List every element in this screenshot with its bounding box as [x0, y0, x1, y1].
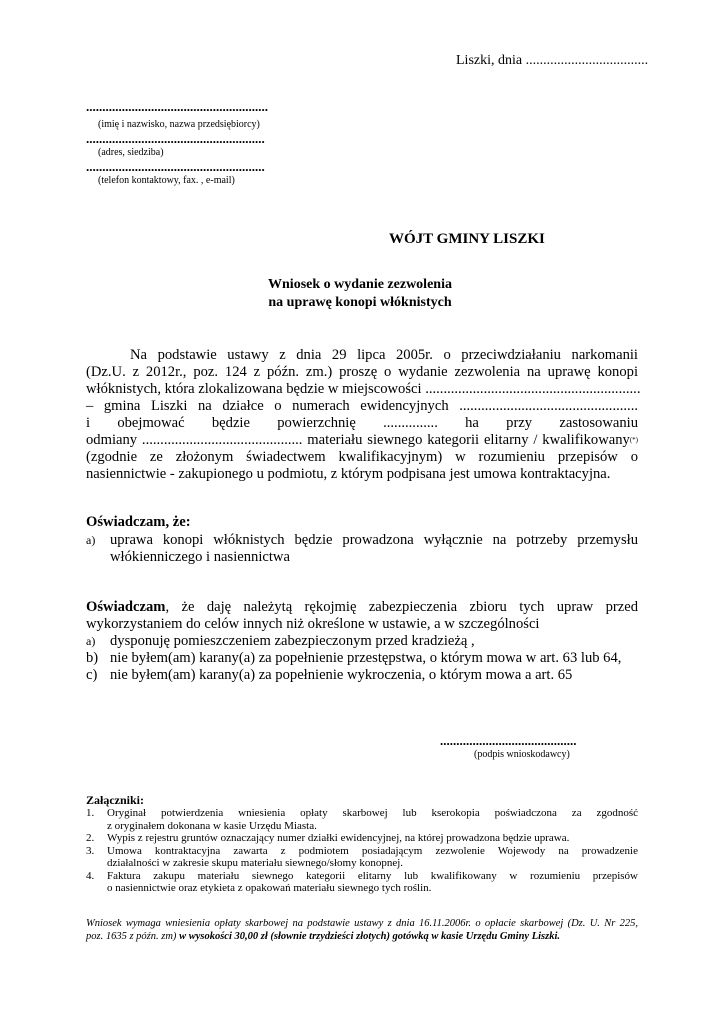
applicant-name-line[interactable]: ........................................................	[86, 99, 268, 114]
applicant-name-caption: (imię i nazwisko, nazwa przedsiębiorcy)	[98, 119, 260, 130]
body-line: Na podstawie ustawy z dnia 29 lipca 2005r. o przeciwdziałaniu narkomanii	[130, 347, 638, 363]
attachment-line: Umowa kontraktacyjna zawarta z podmiotem posiadającym zezwolenie Wojewody na prowadzenie	[107, 844, 638, 857]
applicant-contact-line[interactable]: .......................................................	[86, 159, 265, 174]
declaration2-heading-bold: Oświadczam	[86, 599, 166, 615]
document-title-line2: na uprawę konopi włóknistych	[268, 295, 452, 310]
list-item-line: włókienniczego i nasiennictwa	[110, 549, 290, 565]
declaration2-item-b	[86, 650, 638, 667]
body-line-with-footnote	[86, 432, 638, 449]
attachment-item-4	[86, 870, 638, 895]
declaration1-heading-bold: Oświadczam	[86, 514, 166, 530]
attachment-line: działalności w zakresie skupu materiału siewnego/słomy konopnej.	[107, 857, 404, 869]
request-paragraph	[86, 347, 641, 483]
fee-note	[86, 918, 638, 943]
list-marker: b)	[86, 650, 99, 666]
declaration1-heading	[86, 514, 191, 531]
list-item-line: uprawa konopi włóknistych będzie prowadzona wyłącznie na potrzeby przemysłu	[110, 532, 638, 548]
footnote-mark: (*)	[629, 436, 638, 444]
attachment-line: Wypis z rejestru gruntów oznaczający numer działki ewidencyjnej, na której prowadzona będzie uprawa.	[107, 832, 570, 844]
attachment-item-2	[86, 832, 638, 845]
body-line: i obejmować będzie powierzchnię ............... ha przy zastosowaniu	[86, 415, 638, 431]
body-line: (Dz.U. z 2012r., poz. 124 z późn. zm.) proszę o wydanie zezwolenia na uprawę konopi	[86, 364, 638, 380]
declaration1-heading-rest: , że:	[165, 514, 191, 530]
list-marker: 2.	[86, 832, 95, 844]
declaration2-block	[86, 599, 638, 684]
declaration1-item-a	[86, 532, 638, 566]
declaration2-item-a	[86, 633, 638, 650]
fee-note-line2-normal: poz. 1635 z późn. zm)	[86, 930, 177, 942]
declaration2-item-c	[86, 667, 638, 684]
body-line: (zgodnie ze złożonym świadectwem kwalifikacyjnym) w rozumieniu przepisów o	[86, 449, 638, 465]
recipient: WÓJT GMINY LISZKI	[389, 231, 545, 247]
attachment-line: z oryginałem dokonana w kasie Urzędu Miasta.	[107, 819, 317, 832]
declaration2-line2: wykorzystaniem do celów innych niż określone w ustawie, a w szczególności	[86, 616, 540, 632]
list-marker: a)	[86, 533, 96, 547]
list-marker: 3.	[86, 844, 95, 857]
list-marker: a)	[86, 634, 96, 648]
applicant-address-caption: (adres, siedziba)	[98, 147, 164, 158]
body-line: włóknistych, która zlokalizowana będzie w miejscowości ...........................................................	[86, 381, 641, 397]
signature-caption: (podpis wnioskodawcy)	[474, 749, 570, 760]
fee-note-line2	[86, 931, 638, 944]
signature-line[interactable]: ..........................................	[440, 733, 577, 748]
list-marker: 4.	[86, 869, 95, 882]
list-marker: 1.	[86, 807, 95, 819]
fee-note-line1: Wniosek wymaga wniesienia opłaty skarbowej na podstawie ustawy z dnia 16.11.2006r. o opłacie skarbowej (Dz. U. Nr 225,	[86, 918, 638, 929]
applicant-contact-caption: (telefon kontaktowy, fax. , e-mail)	[98, 175, 235, 186]
list-item-text: nie byłem(am) karany(a) za popełnienie wykroczenia, o którym mowa a art. 65	[110, 667, 573, 683]
body-line: nasiennictwie - zakupionego u podmiotu, z którym podpisana jest umowa kontraktacyjna.	[86, 466, 611, 482]
list-item-text: nie byłem(am) karany(a) za popełnienie przestępstwa, o którym mowa w art. 63 lub 64,	[110, 650, 622, 666]
document-title-line1: Wniosek o wydanie zezwolenia	[268, 277, 452, 292]
declaration2-heading	[86, 599, 638, 616]
body-line: – gmina Liszki na działce o numerach ewidencyjnych .................................................	[86, 398, 638, 414]
declaration2-heading-rest: , że daję należytą rękojmię zabezpieczenia zbioru tych upraw przed	[165, 599, 638, 615]
attachments-heading: Załączniki:	[86, 793, 145, 807]
applicant-address-line[interactable]: .......................................................	[86, 131, 265, 146]
attachment-line: Faktura zakupu materiału siewnego kategorii elitarny lub kwalifikowany w rozumieniu przepisów	[107, 869, 638, 882]
list-marker: c)	[86, 667, 98, 683]
body-line: odmiany ............................................ materiału siewnego kategorii elitarny / kwalifikowany	[86, 432, 630, 448]
place-date: Liszki, dnia ...................................	[456, 53, 649, 68]
attachment-item-3	[86, 845, 638, 870]
attachment-item-1	[86, 807, 638, 832]
fee-note-line2-bold: w wysokości 30,00 zł (słownie trzydzieści złotych) gotówką w kasie Urzędu Gminy Liszki.	[176, 930, 560, 942]
attachment-line: o nasiennictwie oraz etykieta z opakowań materiału siewnego tych roślin.	[107, 882, 432, 894]
list-item-text: dysponuję pomieszczeniem zabezpieczonym przed kradzieżą ,	[110, 633, 475, 649]
attachments-list	[86, 807, 638, 895]
attachment-line: Oryginał potwierdzenia wniesienia opłaty skarbowej lub kserokopia poświadczona za zgodność	[107, 807, 638, 819]
